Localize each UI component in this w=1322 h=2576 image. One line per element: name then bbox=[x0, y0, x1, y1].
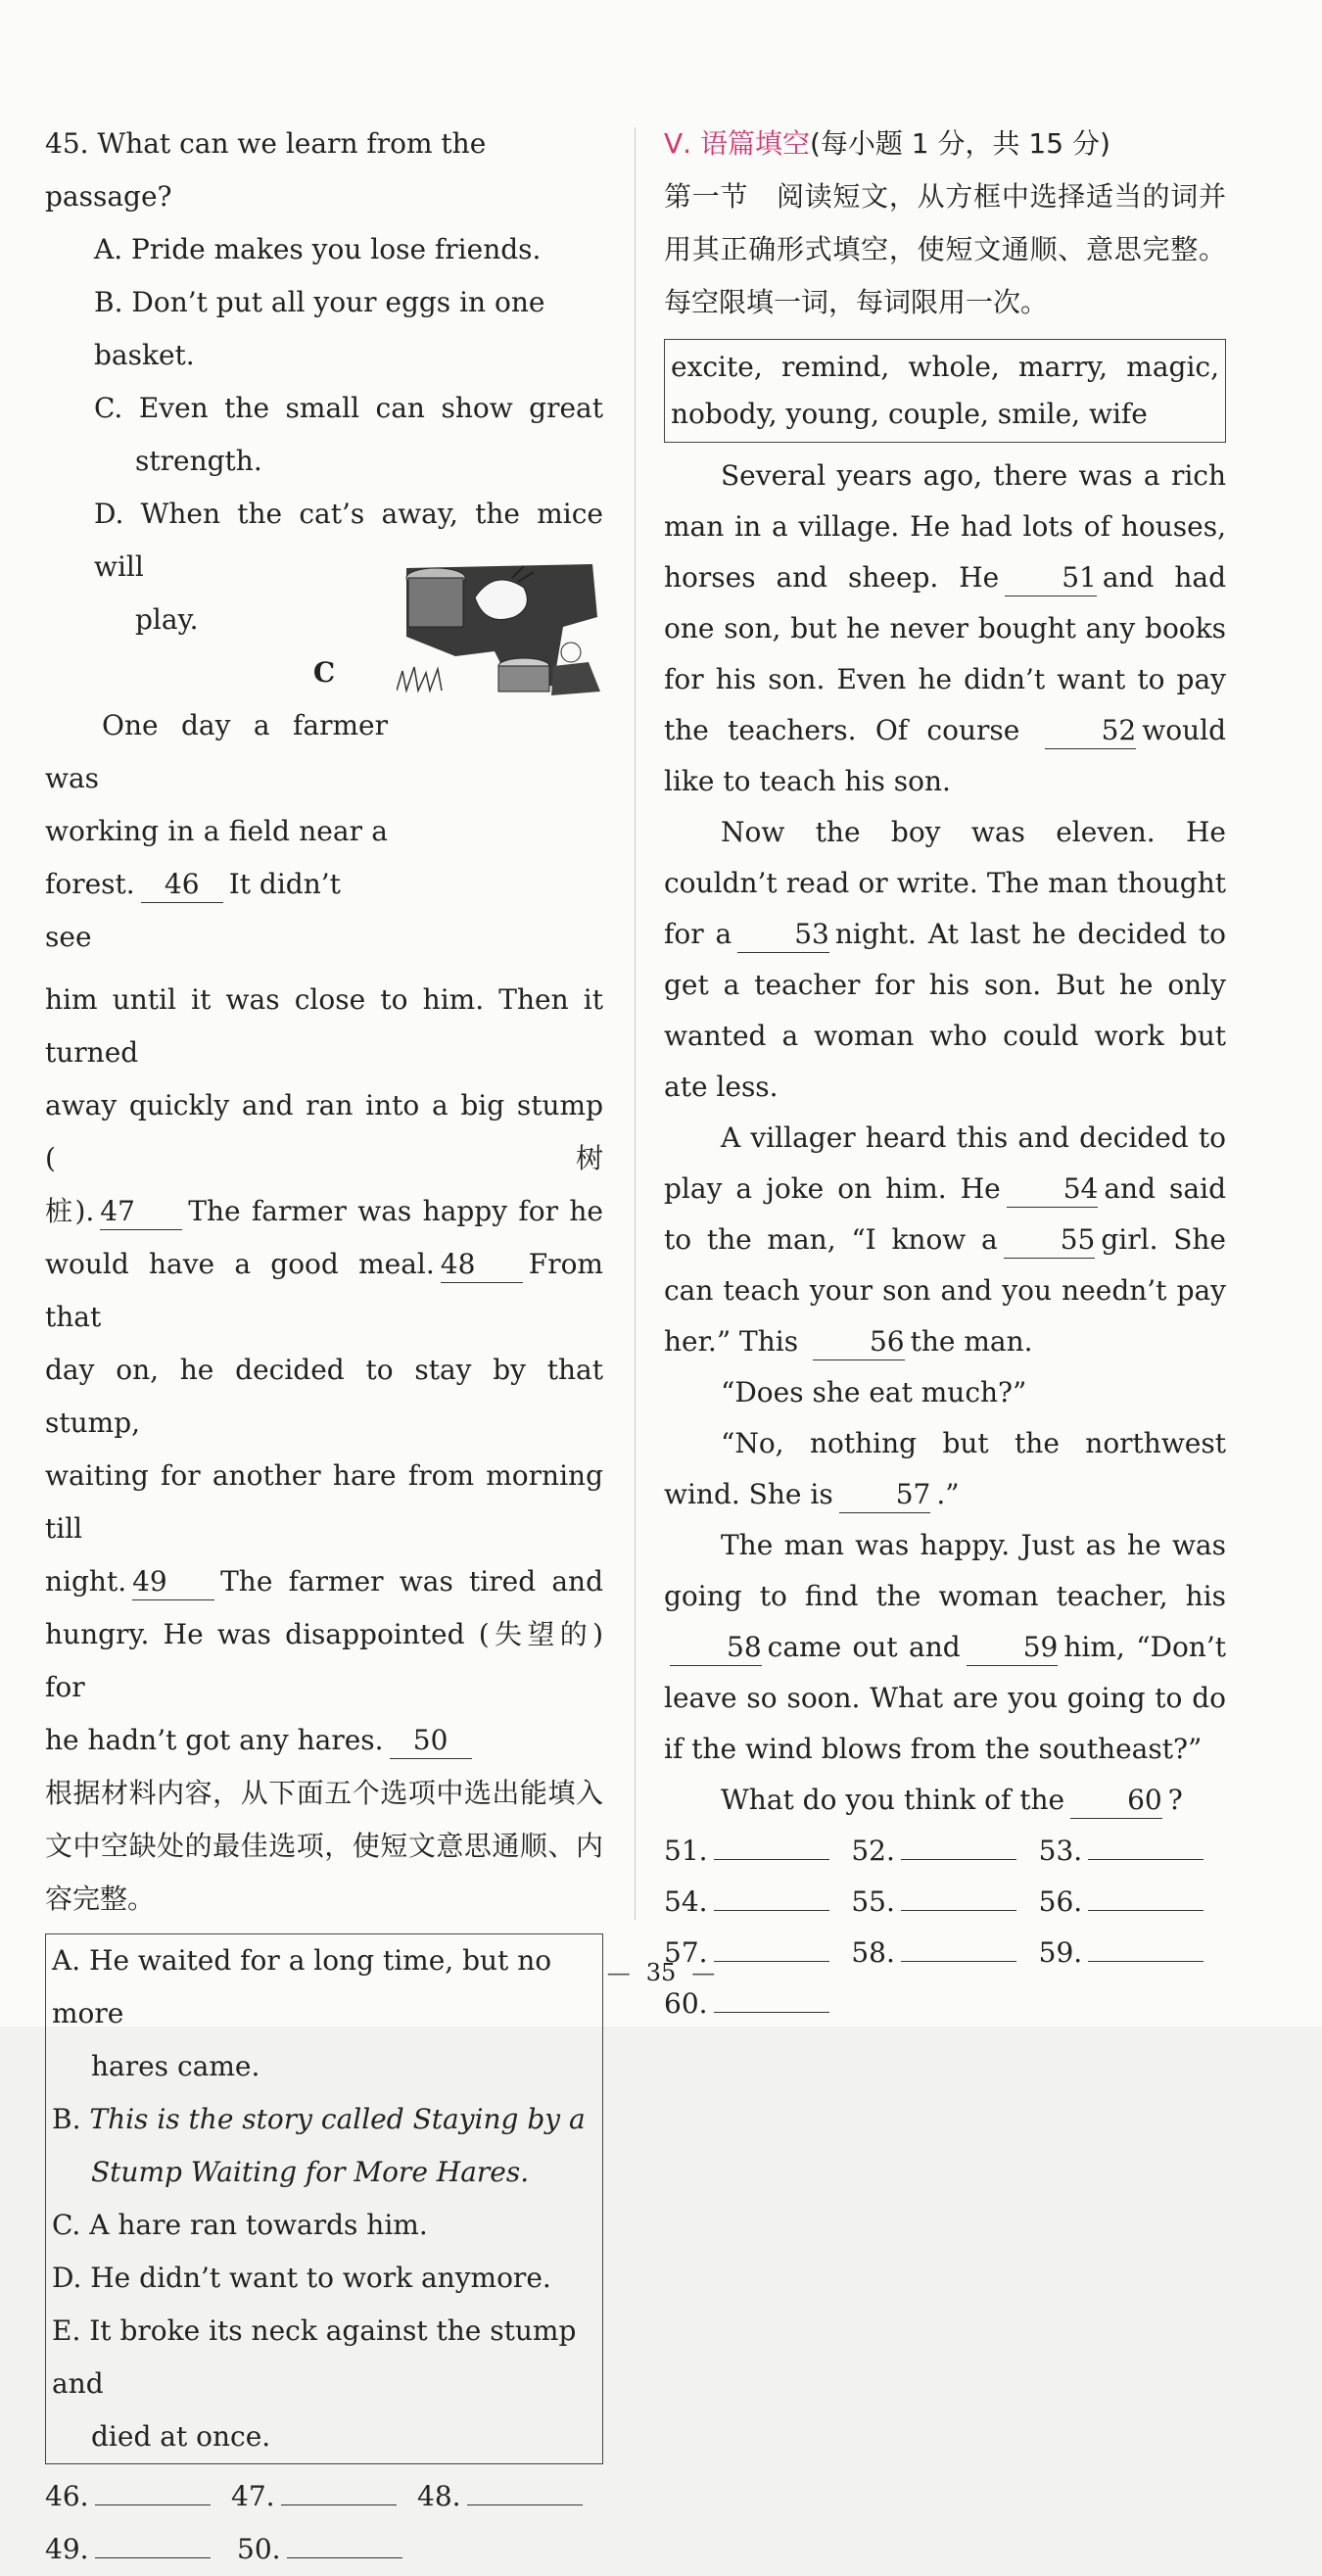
passage-c-line: he hadn’t got any hares. 50 bbox=[45, 1714, 603, 1767]
options-box bbox=[45, 1933, 603, 2464]
column-divider bbox=[635, 127, 636, 1920]
answer-row bbox=[45, 2523, 603, 2576]
q45-option-b: B. Don’t put all your eggs in one basket. bbox=[94, 286, 545, 371]
passage-c-line: would have a good meal. 48 From that bbox=[45, 1248, 603, 1333]
passage-paragraph: “No, nothing but the northwest wind. She is 57 .” bbox=[664, 1418, 1226, 1520]
farmer-hare-illustration bbox=[397, 558, 604, 695]
blank-56[interactable]: 56 bbox=[813, 1324, 905, 1360]
section-5-instruction: 第一节 阅读短文，从方框中选择适当的词并用其正确形式填空，使短文通顺、意思完整。每空限填一词，每词限用一次。 bbox=[664, 180, 1226, 318]
answer-59: 59. bbox=[1039, 1928, 1226, 1979]
blank-54[interactable]: 54 bbox=[1007, 1171, 1099, 1208]
answer-58: 58. bbox=[851, 1928, 1038, 1979]
passage-paragraph: What do you think of the 60 ? bbox=[664, 1775, 1226, 1826]
choice-b-cont: Stump Waiting for More Hares. bbox=[91, 2156, 530, 2188]
q45-option-d-cont: play. bbox=[135, 603, 199, 636]
answer-60: 60. bbox=[664, 1979, 856, 2029]
passage-c-line: 桩). 47 The farmer was happy for he bbox=[45, 1185, 603, 1238]
passage-c-line: night. 49 The farmer was tired and bbox=[45, 1555, 603, 1608]
answer-47: 47. bbox=[231, 2470, 417, 2523]
blank-47[interactable]: 47 bbox=[100, 1194, 182, 1230]
answer-line[interactable] bbox=[714, 1982, 829, 2013]
q45-option-d: D. When the cat’s away, the mice will bbox=[94, 498, 603, 583]
passage-c-line: hungry. He was disappointed (失望的) for bbox=[45, 1618, 603, 1703]
choice-c: C. A hare ran towards him. bbox=[52, 2209, 428, 2241]
passage-paragraph: “Does she eat much?” bbox=[721, 1376, 1027, 1408]
passage-c-line: waiting for another hare from morning till bbox=[45, 1459, 603, 1545]
right-column bbox=[664, 118, 1226, 2029]
choice-a-cont: hares came. bbox=[91, 2050, 260, 2082]
answer-line[interactable] bbox=[901, 1830, 1016, 1860]
blank-57[interactable]: 57 bbox=[839, 1477, 931, 1513]
page-number: — 35 — bbox=[606, 1959, 716, 1986]
answer-row bbox=[664, 1877, 1226, 1928]
blank-58[interactable]: 58 bbox=[670, 1630, 762, 1666]
passage-c-line: One day a farmer was bbox=[45, 709, 388, 794]
passage-c-line: working in a field near a bbox=[45, 815, 388, 847]
choice-a: A. He waited for a long time, but no more bbox=[52, 1944, 552, 2029]
blank-59[interactable]: 59 bbox=[967, 1630, 1059, 1666]
passage-c-line: him until it was close to him. Then it turned bbox=[45, 983, 603, 1069]
question-45-stem: 45. What can we learn from the passage? bbox=[45, 127, 487, 213]
answer-57: 57. bbox=[664, 1928, 851, 1979]
choice-e: E. It broke its neck against the stump and bbox=[52, 2314, 577, 2400]
left-column bbox=[45, 118, 603, 2576]
blank-60[interactable]: 60 bbox=[1070, 1783, 1162, 1819]
answer-line[interactable] bbox=[1088, 1830, 1204, 1860]
answer-row bbox=[45, 2470, 603, 2523]
section-5-heading: Ⅴ. 语篇填空(每小题 1 分，共 15 分) bbox=[664, 127, 1110, 160]
word-box-line: excite, remind, whole, marry, magic, bbox=[671, 351, 1219, 383]
answer-line[interactable] bbox=[901, 1881, 1016, 1911]
passage-paragraph: Now the boy was eleven. He couldn’t read or write. The man thought for a 53 night. At last he decided to get a teacher for his son. But he only wanted a woman who could work but ate less. bbox=[664, 816, 1226, 1103]
q45-option-c: C. Even the small can show great bbox=[94, 392, 603, 424]
answer-line[interactable] bbox=[95, 2475, 211, 2505]
answer-line[interactable] bbox=[467, 2475, 583, 2505]
answer-line[interactable] bbox=[1088, 1881, 1204, 1911]
answer-line[interactable] bbox=[714, 1881, 829, 1911]
answer-line[interactable] bbox=[281, 2475, 397, 2505]
answer-51: 51. bbox=[664, 1826, 851, 1877]
answer-line[interactable] bbox=[714, 1830, 829, 1860]
blank-53[interactable]: 53 bbox=[737, 917, 829, 953]
word-box bbox=[664, 339, 1226, 443]
answer-54: 54. bbox=[664, 1877, 851, 1928]
blank-50[interactable]: 50 bbox=[390, 1723, 472, 1759]
passage-c-line: forest. 46 It didn’t see bbox=[45, 868, 341, 953]
blank-48[interactable]: 48 bbox=[441, 1247, 523, 1283]
passage-c-instruction: 根据材料内容，从下面五个选项中选出能填入文中空缺处的最佳选项，使短文意思通顺、内容完整。 bbox=[45, 1777, 603, 1915]
choice-b: B. This is the story called Staying by a bbox=[52, 2103, 586, 2135]
answer-line[interactable] bbox=[287, 2528, 402, 2558]
answer-row bbox=[664, 1826, 1226, 1877]
passage-paragraph: The man was happy. Just as he was going to find the woman teacher, his58 came out and 59 him, “Don’t leave so soon. What are you going to do if the wind blows from the southeast?” bbox=[664, 1529, 1226, 1765]
answer-52: 52. bbox=[851, 1826, 1038, 1877]
passage-paragraph: Several years ago, there was a rich man in a village. He had lots of houses, horses and sheep. He 51 and had one son, but he never bought any books for his son. Even he didn’t want to pay the teachers. Of course 52 would like to teach his son. bbox=[664, 459, 1226, 797]
passage-c-heading: C bbox=[312, 656, 336, 689]
passage-paragraph: A villager heard this and decided to play a joke on him. He 54 and said to the man, “I know a 55 girl. She can teach your son and you needn’t pay her.” This 56 the man. bbox=[664, 1113, 1226, 1367]
blank-55[interactable]: 55 bbox=[1004, 1222, 1096, 1259]
answer-56: 56. bbox=[1039, 1877, 1226, 1928]
answer-line[interactable] bbox=[1088, 1932, 1204, 1962]
blank-49[interactable]: 49 bbox=[132, 1564, 214, 1600]
answer-line[interactable] bbox=[714, 1932, 829, 1962]
blank-51[interactable]: 51 bbox=[1005, 560, 1097, 596]
q45-option-a: A. Pride makes you lose friends. bbox=[94, 233, 542, 265]
answer-46: 46. bbox=[45, 2470, 231, 2523]
passage-c-line: day on, he decided to stay by that stump, bbox=[45, 1354, 603, 1439]
blank-52[interactable]: 52 bbox=[1045, 713, 1137, 749]
answer-48: 48. bbox=[417, 2470, 603, 2523]
answer-50: 50. bbox=[237, 2523, 429, 2576]
choice-e-cont: died at once. bbox=[91, 2420, 271, 2453]
word-box-line: nobody, young, couple, smile, wife bbox=[671, 398, 1148, 430]
answer-line[interactable] bbox=[95, 2528, 211, 2558]
answer-55: 55. bbox=[851, 1877, 1038, 1928]
choice-d: D. He didn’t want to work anymore. bbox=[52, 2262, 551, 2294]
answer-line[interactable] bbox=[901, 1932, 1016, 1962]
answer-49: 49. bbox=[45, 2523, 237, 2576]
blank-46[interactable]: 46 bbox=[141, 867, 223, 903]
answer-53: 53. bbox=[1039, 1826, 1226, 1877]
passage-c-line: away quickly and ran into a big stump (树 bbox=[45, 1089, 603, 1174]
q45-option-c-cont: strength. bbox=[135, 445, 262, 477]
